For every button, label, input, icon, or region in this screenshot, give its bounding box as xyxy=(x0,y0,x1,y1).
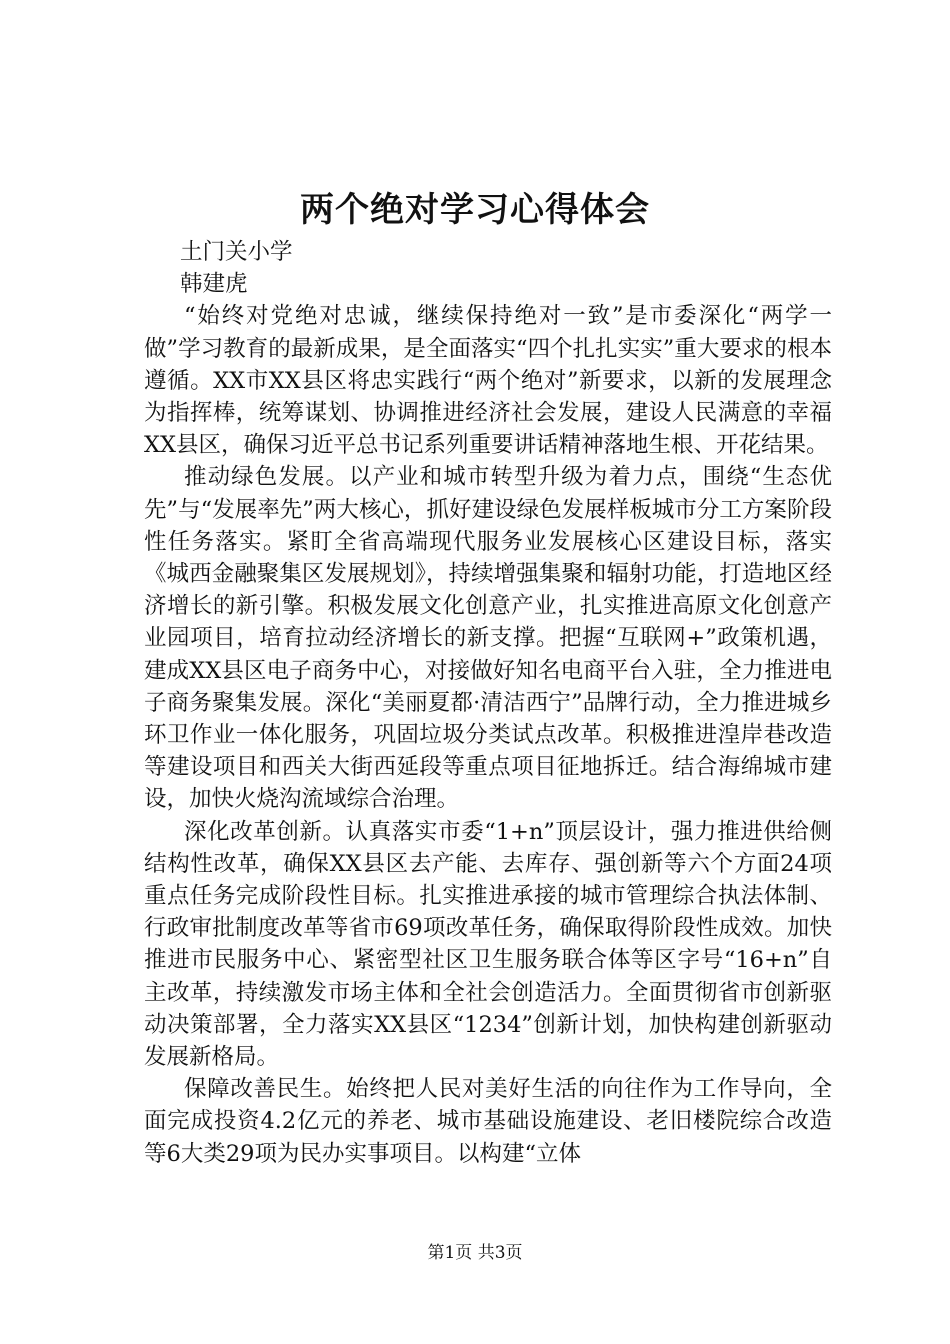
school-name: 土门关小学 xyxy=(180,239,293,265)
author-name: 韩建虎 xyxy=(180,271,248,298)
document-body xyxy=(144,236,832,1170)
paragraph-green-development: 推动绿色发展。以产业和城市转型升级为着力点，围绕“生态优先”与“发展率先”两大核心，抓好建设绿色发展样板城市分工方案阶段性任务落实。紧盯全省高端现代服务业发展核心区建设目标，落实《城西金融聚集区发展规划》，持续增强集聚和辐射功能，打造地区经济增长的新引擎。积极发展文化创意产业，扎实推进高原文化创意产业园项目，培育拉动经济增长的新支撑。把握“互联网+”政策机遇，建成XX县区电子商务中心，对接做好知名电商平台入驻，全力推进电子商务聚集发展。深化“美丽夏都·清洁西宁”品牌行动，全力推进城乡环卫作业一体化服务，巩固垃圾分类试点改革。积极推进湟岸巷改造等建设项目和西关大街西延段等重点项目征地拆迁。结合海绵城市建设，加快火烧沟流域综合治理。 xyxy=(144,464,832,813)
paragraph-livelihood: 保障改善民生。始终把人民对美好生活的向往作为工作导向，全面完成投资4.2亿元的养老、城市基础设施建设、老旧楼院综合改造等6大类29项为民办实事项目。以构建“立体 xyxy=(144,1076,832,1167)
page-footer: 第1页 共3页 xyxy=(427,1243,523,1263)
paragraph-intro: “始终对党绝对忠诚，继续保持绝对一致”是市委深化“两学一做”学习教育的最新成果，是全面落实“四个扎扎实实”重大要求的根本遵循。XX市XX县区将忠实践行“两个绝对”新要求，以新的发展理念为指挥棒，统筹谋划、协调推进经济社会发展，建设人民满意的幸福XX县区，确保习近平总书记系列重要讲话精神落地生根、开花结果。 xyxy=(144,303,832,459)
document-title: 两个绝对学习心得体会 xyxy=(300,190,650,230)
paragraph-reform-innovation: 深化改革创新。认真落实市委“1+n”顶层设计，强力推进供给侧结构性改革，确保XX县区去产能、去库存、强创新等六个方面24项重点任务完成阶段性目标。扎实推进承接的城市管理综合执法体制、行政审批制度改革等省市69项改革任务，确保取得阶段性成效。加快推进市民服务中心、紧密型社区卫生服务联合体等区字号“16+n”自主改革，持续激发市场主体和全社会创造活力。全面贯彻省市创新驱动决策部署，全力落实XX县区“1234”创新计划，加快构建创新驱动发展新格局。 xyxy=(144,818,832,1071)
